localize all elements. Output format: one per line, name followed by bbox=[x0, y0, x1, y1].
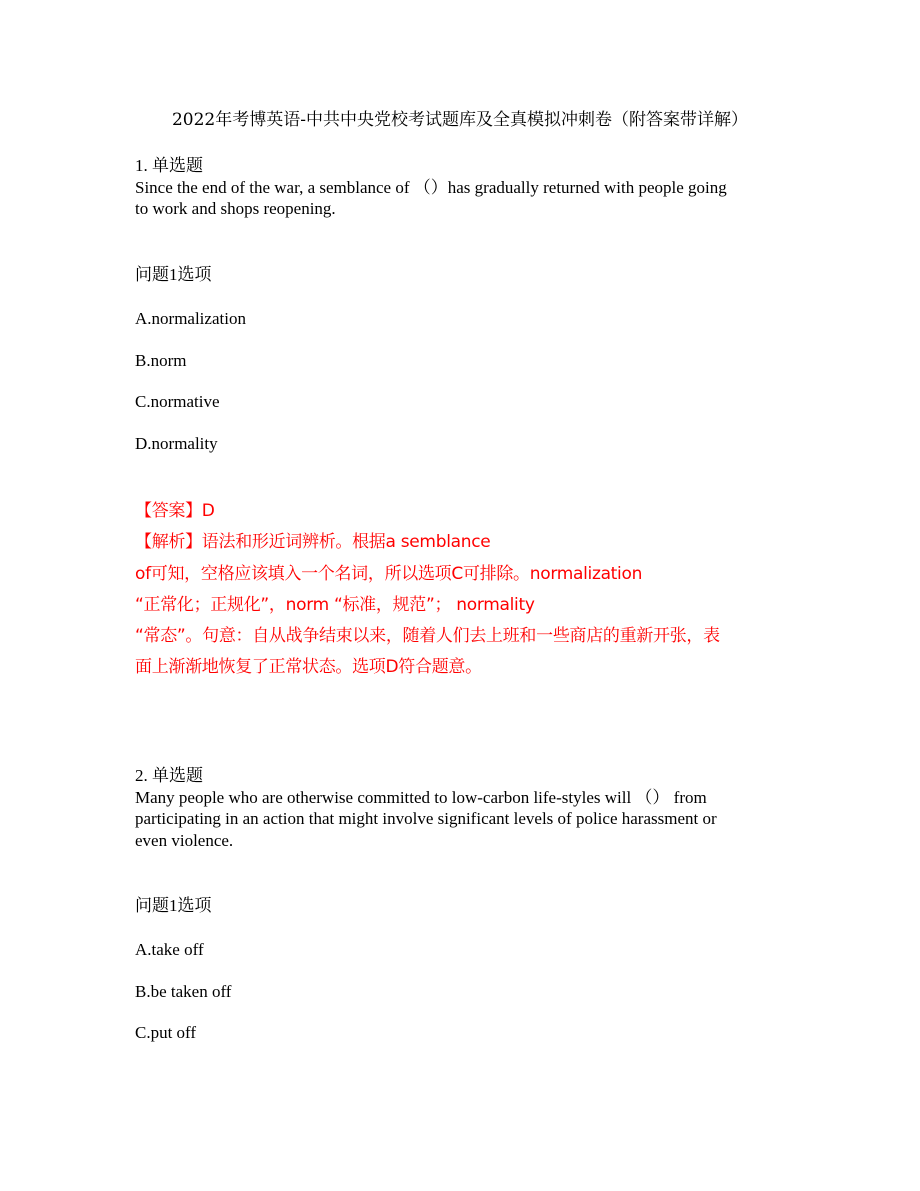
question-2-stem-line-3: even violence. bbox=[135, 830, 234, 850]
question-2-option-a: A.take off bbox=[135, 940, 204, 959]
question-1-options-label: 问题1选项 bbox=[135, 265, 212, 284]
question-1-analysis-line-5: 面上渐渐地恢复了正常状态。选项D符合题意。 bbox=[135, 657, 482, 678]
question-1-option-d: D.normality bbox=[135, 434, 218, 453]
question-1-option-c: C.normative bbox=[135, 392, 220, 411]
question-1-header: 1. 单选题 bbox=[135, 156, 203, 175]
question-1-option-b: B.norm bbox=[135, 351, 187, 370]
question-1-analysis-line-2: of可知，空格应该填入一个名词，所以选项C可排除。normalization bbox=[135, 563, 643, 584]
question-2-header: 2. 单选题 bbox=[135, 766, 203, 785]
question-1-stem-line-2: to work and shops reopening. bbox=[135, 199, 336, 218]
question-2-stem-line-1: Many people who are otherwise committed to low-carbon life-styles will （） from bbox=[135, 787, 707, 807]
question-1-analysis-line-4: “常态”。句意：自从战争结束以来，随着人们去上班和一些商店的重新开张，表 bbox=[135, 626, 720, 647]
question-2-option-b: B.be taken off bbox=[135, 982, 232, 1001]
question-2-options-label: 问题1选项 bbox=[135, 896, 212, 915]
question-1-answer: 【答案】D bbox=[135, 501, 215, 521]
document-title: 2022年考博英语-中共中央党校考试题库及全真模拟冲刺卷（附答案带详解） bbox=[171, 110, 748, 130]
question-2-stem-line-2: participating in an action that might involve significant levels of police harassment or bbox=[135, 809, 717, 828]
question-1 bbox=[135, 155, 785, 220]
question-1-stem-line-1: Since the end of the war, a semblance of （）has gradually returned with people going bbox=[135, 177, 727, 197]
question-1-analysis-line-3: “正常化；正规化”，norm “标准，规范”； normality bbox=[135, 594, 535, 615]
question-2 bbox=[135, 765, 785, 851]
question-2-option-c: C.put off bbox=[135, 1023, 197, 1042]
question-1-analysis-line-1: 【解析】语法和形近词辨析。根据a semblance bbox=[135, 532, 491, 553]
question-1-answer-block bbox=[135, 496, 795, 684]
question-1-option-a: A.normalization bbox=[135, 309, 246, 328]
